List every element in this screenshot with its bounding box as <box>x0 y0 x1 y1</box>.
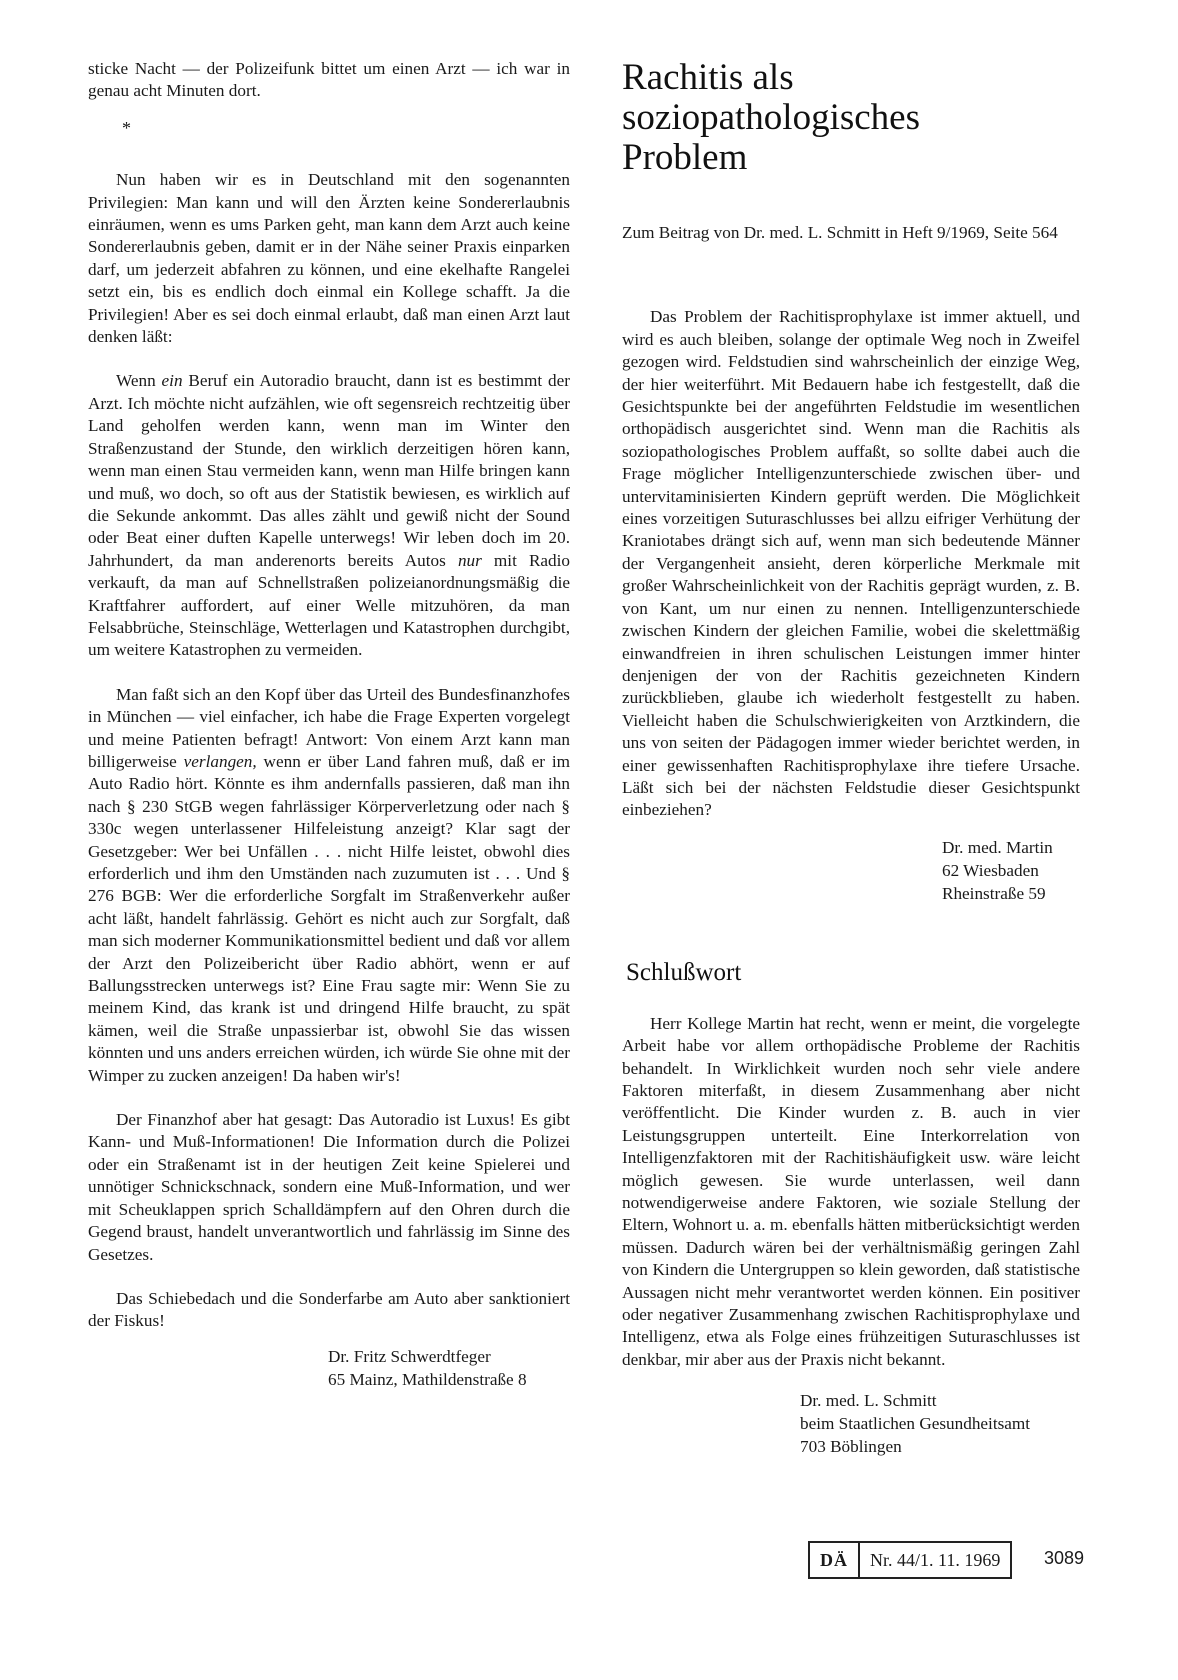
article-subline: Zum Beitrag von Dr. med. L. Schmitt in Heft 9/1969, Seite 564 <box>622 223 1058 242</box>
paragraph: Man faßt sich an den Kopf über das Urteil des Bundesfinanzhofes in München — viel einfacher, ich habe die Frage Experten vorgelegt und meine Patienten befragt! Antwort: Von einem Arzt kann man billigerweise verlangen, wenn er über Land fahren muß, daß er im Auto Radio hört. Könnte es ihm andernfalls passieren, daß man ihn nach § 230 StGB wegen fahrlässiger Körperverletzung oder nach § 330c wegen unterlassener Hilfeleistung anzeigt? Klar sagt der Gesetzgeber: Wer bei Unfällen . . . nicht Hilfe leistet, obwohl dies erforderlich und ihm den Umständen nach zuzumuten ist . . . Und § 276 BGB: Wer die erforderliche Sorgfalt im Straßenverkehr außer acht läßt, handelt fahrlässig. Gehört es nicht auch zur Sorgfalt, daß man sich moderner Kommunikationsmittel bedient und daß vor allem der Arzt den Polizeibericht über Radio abhört, wenn er auf Ballungsstrecken unterwegs ist? Eine Frau sagte mir: Wenn Sie zu meinem Kind, das krank ist und dringend Hilfe braucht, zu spät kämen, weil die Straße unpassierbar ist, obwohl Sie das wissen könnten und uns anders erreichen würden, ich würde Sie ohne mit der Wimper zu zucken anzeigen! Da haben wir's! <box>88 684 570 1085</box>
section-separator: * <box>122 117 131 138</box>
author-address: 703 Böblingen <box>800 1437 902 1457</box>
author-affiliation: beim Staatlichen Gesundheitsamt <box>800 1414 1031 1434</box>
section-heading: Schlußwort <box>626 958 742 986</box>
author-name: Dr. Fritz Schwerdtfeger <box>328 1346 491 1366</box>
author-address: Rheinstraße 59 <box>942 883 1046 903</box>
issue-box <box>808 1541 1012 1579</box>
author-signature <box>800 1389 1080 1458</box>
journal-logo: DÄ <box>810 1543 860 1577</box>
issue-number: Nr. 44/1. 11. 1969 <box>870 1549 1001 1570</box>
author-address: 65 Mainz, Mathildenstraße 8 <box>328 1369 527 1389</box>
author-name: Dr. med. L. Schmitt <box>800 1391 937 1411</box>
article-headline: Rachitis als soziopathologisches Problem <box>622 57 921 178</box>
paragraph: Herr Kollege Martin hat recht, wenn er meint, die vorgelegte Arbeit habe vor allem orthopädische Probleme der Rachitis behandelt. In Wirklichkeit wurden noch sehr viele andere Faktoren miterfaßt, in diesem Zusammenhang aber nicht veröffentlicht. Die Kinder wurden z. B. auch in vier Leistungsgruppen unterteilt. Eine Interkorrelation von Intelligenzfaktoren mit der Rachitishäufigkeit usw. wäre leicht möglich gewesen. Sie wurde unterlassen, weil dann notwendigerweise andere Faktoren, wie soziale Stellung der Eltern, Wohnort u. a. m. ebenfalls hätten mitberücksichtigt werden müssen. Dadurch wären bei der verhältnismäßig geringen Zahl von Kindern die Untergruppen so klein geworden, daß statistische Aussagen nicht mehr verantwortet werden können. Ein positiver oder negativer Zusammenhang zwischen Rachitisprophylaxe und Intelligenz, etwa als Folge eines frühzeitigen Suturaschlusses ist denkbar, mir aber aus der Praxis nicht bekannt. <box>622 1013 1080 1369</box>
paragraph: Wenn ein Beruf ein Autoradio braucht, dann ist es bestimmt der Arzt. Ich möchte nicht aufzählen, wie oft segensreich rechtzeitig über Land geholfen werden kann, wenn man im Winter den Straßenzustand der Stunde, den wirklich derzeitigen hören kann, wenn man einen Stau vermeiden kann, wenn man Hilfe bringen kann und muß, wo doch, so oft aus der Statistik bewiesen, es wirklich auf die Sekunde ankommt. Das alles zählt und gewiß nicht der Sound oder Beat einer duften Kapelle unterwegs! Wir leben doch im 20. Jahrhundert, da man anderenorts bereits Autos nur mit Radio verkauft, da man auf Schnellstraßen polizeianordnungsmäßig die Kraftfahrer auffordert, auf einer Welle mitzuhören, da man Felsabbrüche, Steinschläge, Wetterlagen und Katastrophen durchgibt, um weitere Katastrophen zu vermeiden. <box>88 371 571 660</box>
paragraph: sticke Nacht — der Polizeifunk bittet um einen Arzt — ich war in genau acht Minuten dort. <box>88 59 570 101</box>
page-number: 3089 <box>1044 1548 1085 1568</box>
author-signature <box>942 836 1080 905</box>
paragraph: Nun haben wir es in Deutschland mit den sogenannten Privilegien: Man kann und will den Ärzten keine Sondererlaubnis einräumen, wenn es ums Parken geht, man kann dem Arzt auch keine Sondererlaubnis geben, damit er in der Nähe seiner Praxis einparken darf, um jederzeit abfahren zu können, und eine ekelhafte Rangelei setzt ein, bis es endlich doch einmal ein Kollege schafft. Ja die Privilegien! Aber es sei doch einmal erlaubt, daß man einen Arzt laut denken läßt: <box>88 170 570 347</box>
author-signature <box>328 1345 570 1391</box>
author-address: 62 Wiesbaden <box>942 860 1039 880</box>
paragraph: Das Problem der Rachitisprophylaxe ist immer aktuell, und wird es auch bleiben, solange der optimale Weg noch in Zweifel gezogen wird. Feldstudien sind wahrscheinlich der einzige Weg, der hier weiterführt. Mit Bedauern habe ich festgestellt, daß die Gesichtspunkte bei der angeführten Feldstudie im wesentlichen orthopädisch ausgerichtet sind. Wenn man die Rachitis als soziopathologisches Problem auffaßt, so sollte dabei auch die Frage möglicher Intelligenzunterschiede zwischen über- und untervitaminisierten Kindern geprüft werden. Die Möglichkeit eines vorzeitigen Suturaschlusses bei allzu eifriger Verhütung der Kraniotabes drängt sich auf, wenn man sich bedeutende Männer der Vergangenheit ansieht, deren körperliche Merkmale mit großer Wahrscheinlichkeit von der Rachitis geprägt wurden, z. B. von Kant, um nur einen zu nennen. Intelligenzunterschiede zwischen Kindern der gleichen Familie, wobei die skelettmäßig einwandfreien in ihren schulischen Leistungen immer hinter denjenigen der von der Rachitis gezeichneten Kindern zurückblieben, glaube ich wiederholt festgestellt zu haben. Vielleicht haben die Schulschwierigkeiten von Arztkindern, die uns von seiten der Pädagogen immer wieder berichtet werden, in einer gewissenhaften Rachitisprophylaxe ihre tiefere Ursache. Läßt sich bei der nächsten Feldstudie dieser Gesichtspunkt einbeziehen? <box>622 307 1080 820</box>
paragraph: Das Schiebedach und die Sonderfarbe am Auto aber sanktioniert der Fiskus! <box>88 1288 570 1331</box>
paragraph: Der Finanzhof aber hat gesagt: Das Autoradio ist Luxus! Es gibt Kann- und Muß-Informationen! Die Information durch die Polizei oder ein Straßenamt ist in der heutigen Zeit keine Spielerei und unnötiger Schnickschnack, sondern eine Muß-Information, und wer mit Scheuklappen sprich Schalldämpfern auf den Ohren durch die Gegend braust, handelt unverantwortlich und fahrlässig im Sinne des Gesetzes. <box>88 1110 570 1264</box>
right-column <box>622 58 1080 1458</box>
author-name: Dr. med. Martin <box>942 837 1053 857</box>
left-column <box>88 58 570 1391</box>
